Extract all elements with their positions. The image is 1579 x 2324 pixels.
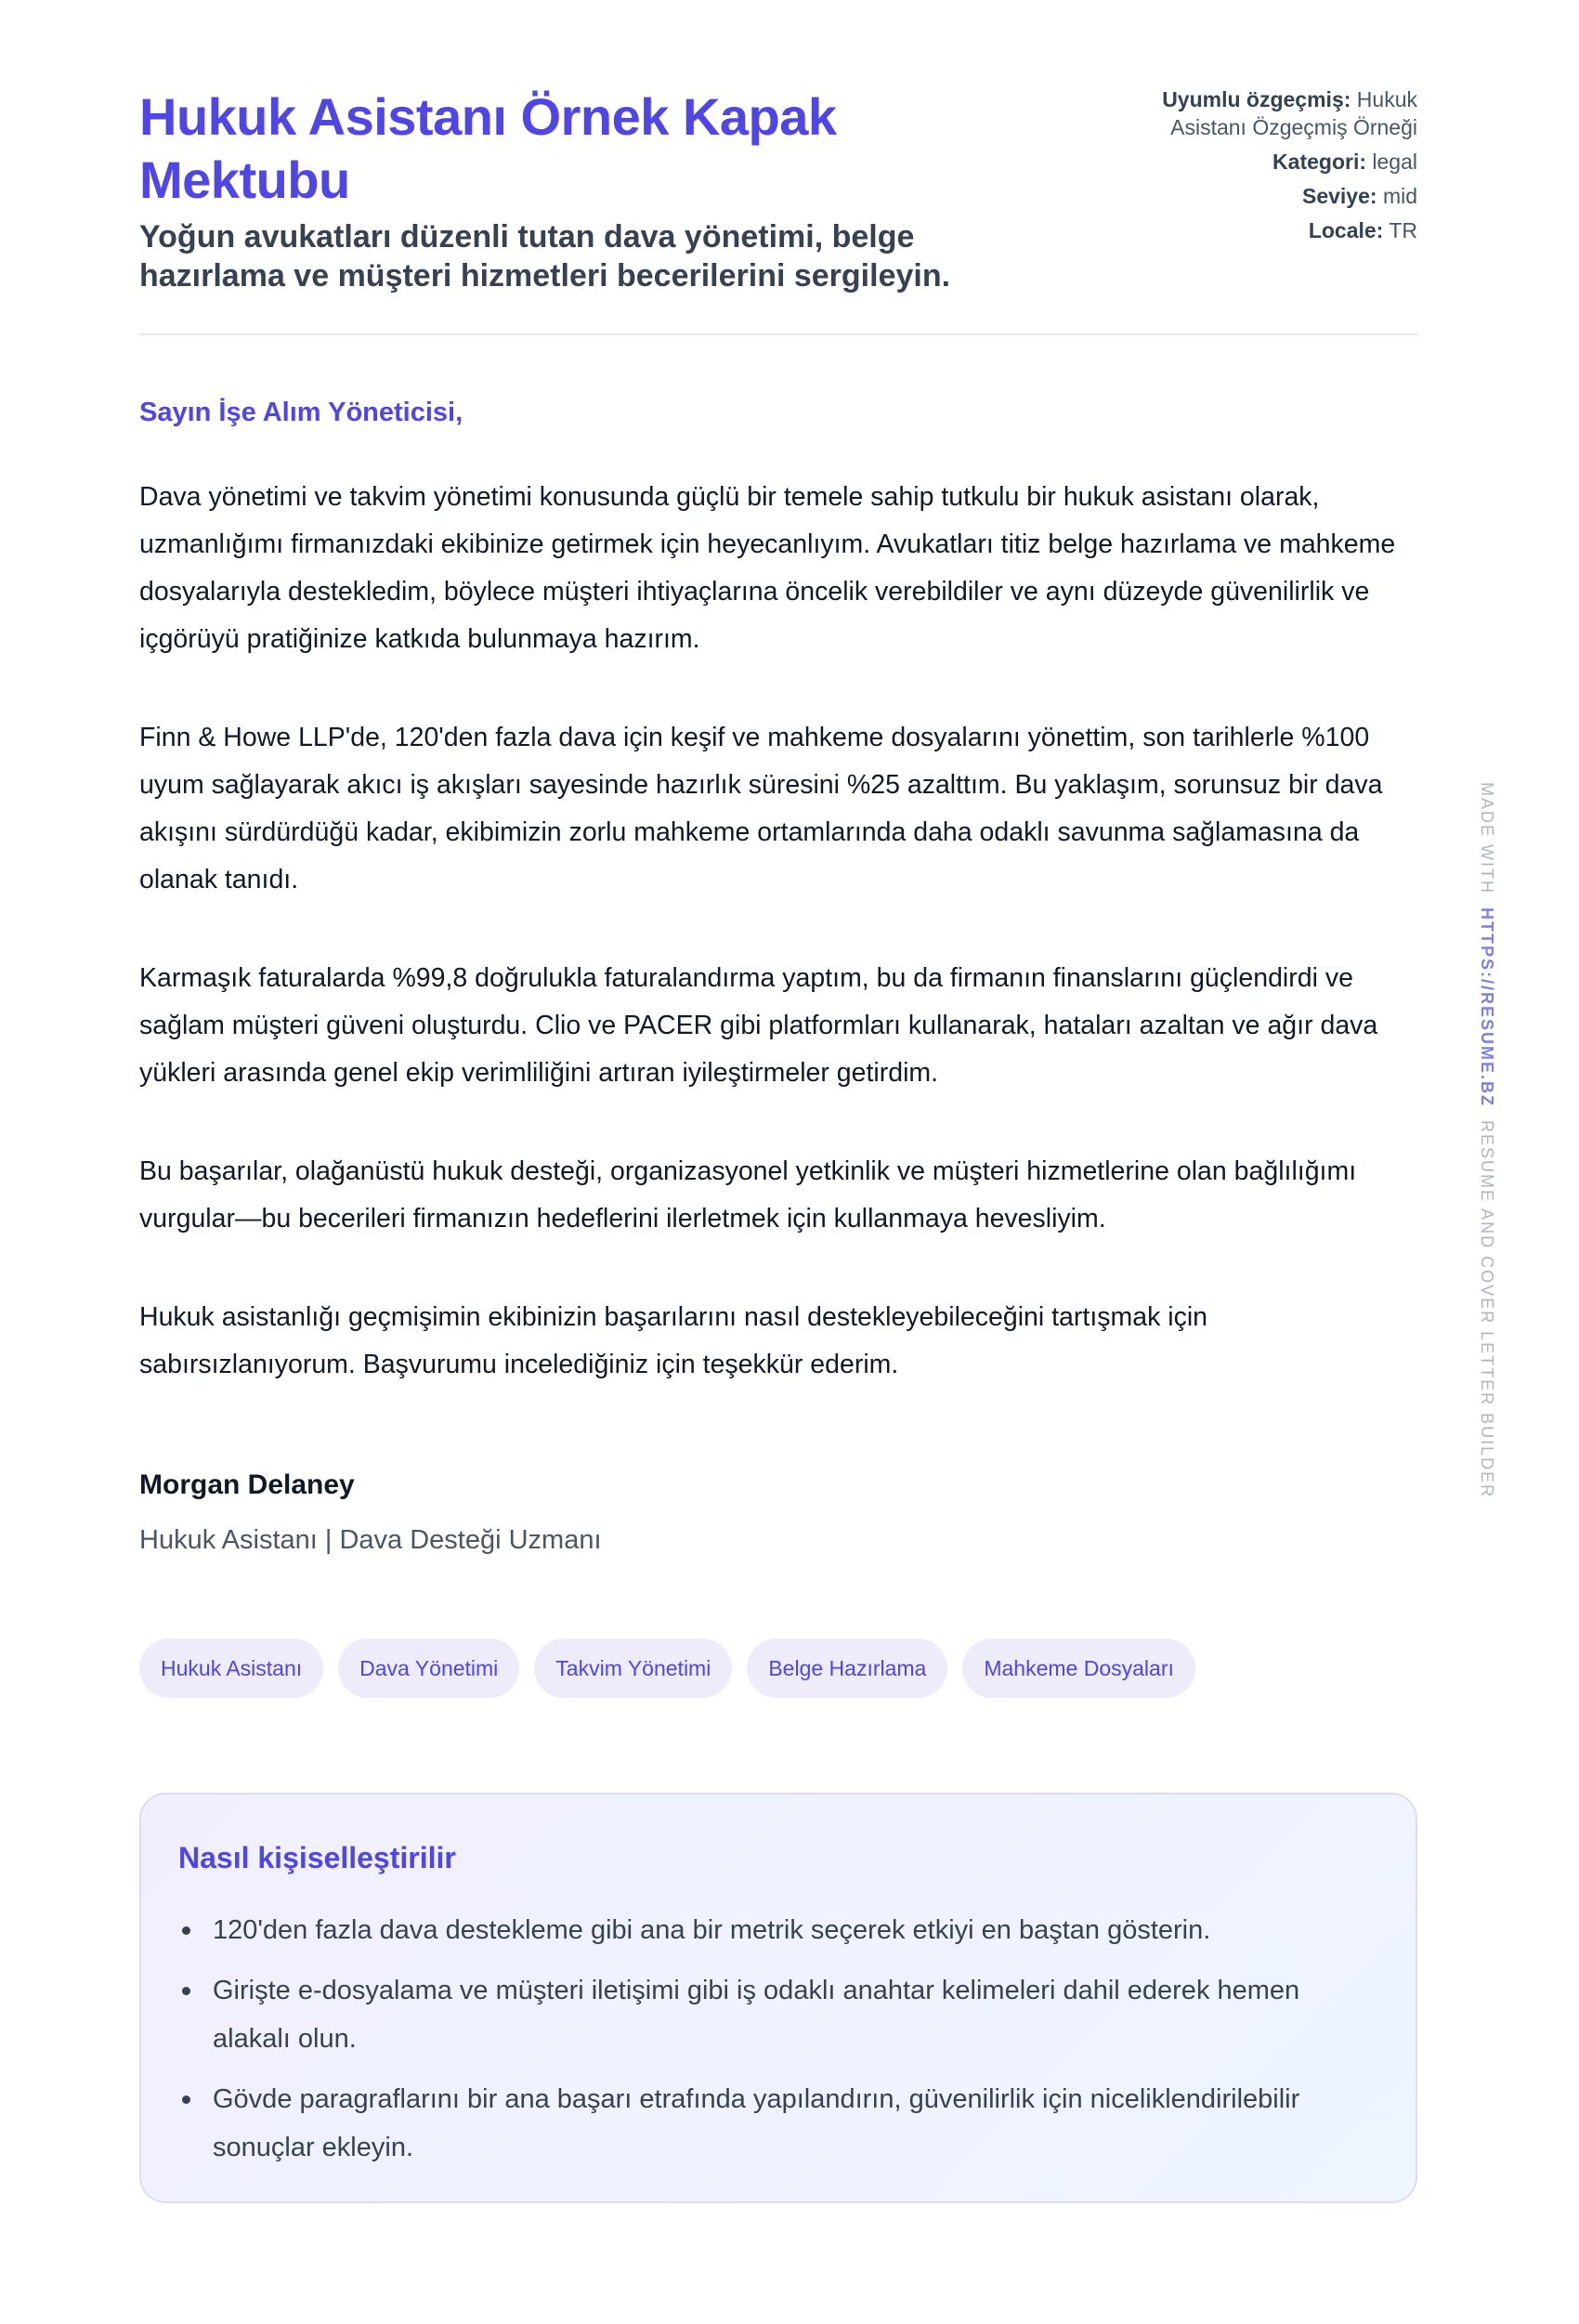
signature-name: Morgan Delaney: [139, 1469, 355, 1500]
tip-item: 120'den fazla dava destekleme gibi ana bir metrik seçerek etkiyi en baştan gösterin.: [178, 1906, 1377, 1954]
meta-category: [1111, 148, 1417, 176]
meta-resume-value[interactable]: Hukuk Asistanı Özgeçmiş Örneği: [1170, 87, 1417, 139]
letter-body: [139, 474, 1421, 1440]
tips-box: [139, 1793, 1417, 2203]
meta-resume-label: Uyumlu özgeçmiş:: [1162, 87, 1351, 111]
meta-category-label: Kategori:: [1272, 150, 1366, 174]
meta-level-value: mid: [1382, 184, 1417, 208]
meta-resume: [1111, 85, 1417, 141]
paragraph: Dava yönetimi ve takvim yönetimi konusunda güçlü bir temele sahip tutkulu bir hukuk asistanı olarak, uzmanlığımı firmanızdaki ekibinize getirmek için heyecanlıyım. Avukatları titiz belge hazırlama ve mahkeme dosyalarıyla destekledim, böylece müşteri ihtiyaçlarına öncelik verebildiler ve aynı düzeyde güvenilirlik ve içgörüyü pratiğinize katkıda bulunmaya hazırım.: [139, 482, 1396, 654]
tag-list: [139, 1639, 1195, 1698]
tag: Belge Hazırlama: [747, 1639, 947, 1698]
meta-locale-label: Locale:: [1308, 218, 1384, 242]
tag: Takvim Yönetimi: [534, 1639, 732, 1698]
tip-item: Gövde paragraflarını bir ana başarı etrafında yapılandırın, güvenilirlik için niceliklendirilebilir sonuçlar ekleyin.: [178, 2075, 1377, 2172]
tips-list: [178, 1906, 1377, 2184]
header: [139, 85, 1417, 295]
page-subtitle: Yoğun avukatları düzenli tutan dava yönetimi, belge hazırlama ve müşteri hizmetleri becerilerini sergileyin.: [139, 219, 951, 294]
signature-title: Hukuk Asistanı | Dava Desteği Uzmanı: [139, 1525, 602, 1555]
meta-level-label: Seviye:: [1301, 184, 1377, 208]
tip-item: Girişte e-dosyalama ve müşteri iletişimi gibi iş odaklı anahtar kelimeleri dahil ederek hemen alakalı olun.: [178, 1966, 1377, 2063]
salutation: Sayın İşe Alım Yöneticisi,: [139, 398, 463, 427]
tag: Mahkeme Dosyaları: [962, 1639, 1195, 1698]
paragraph: Hukuk asistanlığı geçmişimin ekibinizin başarılarını nasıl destekleyebileceğini tartışmak için sabırsızlanıyorum. Başvurumu incelediğiniz için teşekkür ederim.: [139, 1302, 1208, 1379]
watermark-prefix: MADE WITH: [1478, 782, 1496, 894]
tag: Dava Yönetimi: [338, 1639, 519, 1698]
meta-category-value: legal: [1372, 150, 1417, 174]
watermark-link[interactable]: HTTPS://RESUME.BZ: [1478, 907, 1496, 1108]
meta-locale: [1111, 216, 1417, 244]
meta-level: [1111, 182, 1417, 210]
made-with-watermark: [1477, 782, 1496, 1498]
paragraph: Finn & Howe LLP'de, 120'den fazla dava için keşif ve mahkeme dosyalarını yönettim, son tarihlerle %100 uyum sağlayarak akıcı iş akışları sayesinde hazırlık süresini %25 azalttım. Bu yaklaşım, sorunsuz bir dava akışını sürdürdüğü kadar, ekibimizin zorlu mahkeme ortamlarında daha odaklı savunma sağlamasına da olanak tanıdı.: [139, 723, 1383, 894]
watermark-suffix: RESUME AND COVER LETTER BUILDER: [1478, 1120, 1496, 1499]
meta-locale-value: TR: [1389, 218, 1417, 242]
divider: [139, 333, 1417, 335]
paragraph: Bu başarılar, olağanüstü hukuk desteği, organizasyonel yetkinlik ve müşteri hizmetlerine olan bağlılığımı vurgular—bu becerileri firmanızın hedeflerini ilerletmek için kullanmaya hevesliyim.: [139, 1156, 1357, 1234]
tag: Hukuk Asistanı: [139, 1639, 323, 1698]
paragraph: Karmaşık faturalarda %99,8 doğrulukla faturalandırma yaptım, bu da firmanın finanslarını güçlendirdi ve sağlam müşteri güveni oluşturdu. Clio ve PACER gibi platformları kullanarak, hataları azaltan ve ağır dava yükleri arasında genel ekip verimliliğini artıran iyileştirmeler getirdim.: [139, 963, 1378, 1088]
tips-title: Nasıl kişiselleştirilir: [178, 1841, 456, 1874]
meta-info: [1111, 85, 1417, 251]
page-title: Hukuk Asistanı Örnek Kapak Mektubu: [139, 87, 837, 209]
